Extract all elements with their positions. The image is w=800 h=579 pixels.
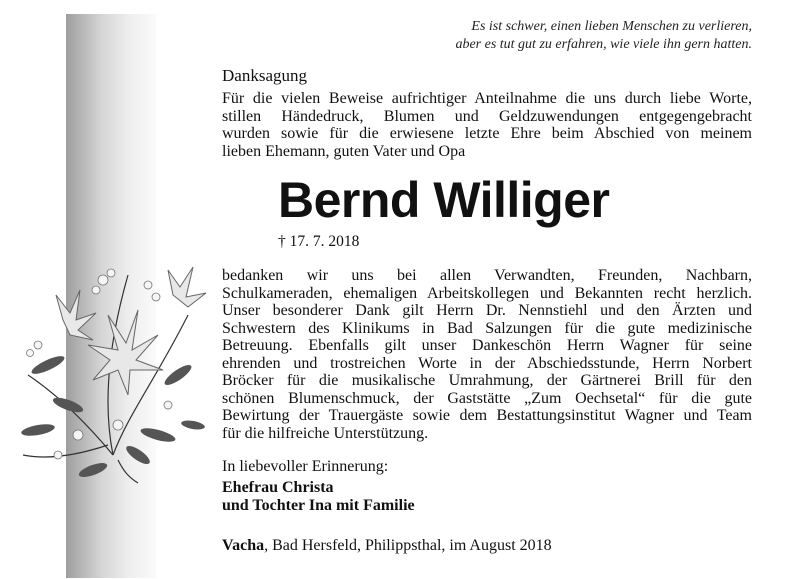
thanks-line: Betreuung. Ebenfalls gilt unser Dankeschön Herrn Wagner für seine	[222, 337, 752, 354]
lily-bouquet-icon	[8, 255, 218, 485]
place-town: Vacha	[222, 537, 265, 554]
place-date-line	[222, 537, 552, 555]
signature-block	[222, 479, 415, 515]
signature-line: und Tochter Ina mit Familie	[222, 497, 415, 514]
intro-line: wurden sowie für die erwiesene letzte Ehre beim Abschied von meinem	[222, 125, 752, 142]
motto-line: aber es tut gut zu erfahren, wie viele ihn gern hatten.	[455, 37, 752, 52]
signature-line: Ehefrau Christa	[222, 479, 334, 496]
thanks-line: für die hilfreiche Unterstützung.	[222, 424, 429, 442]
place-rest: , Bad Hersfeld, Philippsthal, im August 2018	[264, 537, 552, 554]
thanks-line: Schulkameraden, ehemaligen Arbeitskollegen und Bekannten recht herzlich.	[222, 284, 752, 302]
thanks-line: Unser besonderer Dank gilt Herrn Dr. Nennstiehl und den Ärzten und	[222, 302, 752, 319]
intro-line: Für die vielen Beweise aufrichtiger Anteilnahme die uns durch liebe Worte,	[222, 90, 752, 107]
death-date: † 17. 7. 2018	[278, 233, 360, 250]
remembrance-line: In liebevoller Erinnerung:	[222, 458, 389, 475]
thanks-line: Bröcker für die musikalische Umrahmung, der Gärtnerei Brill für den	[222, 372, 752, 389]
thanks-line: Schwestern des Klinikums in Bad Salzungen für die gute medizinische	[222, 319, 752, 337]
motto-line: Es ist schwer, einen lieben Menschen zu verlieren,	[471, 19, 752, 34]
thanks-line: ehrenden und trostreichen Worte in der Abschiedsstunde, Herrn Norbert	[222, 354, 752, 372]
heading: Danksagung	[222, 66, 307, 85]
deceased-name: Bernd Williger	[278, 172, 610, 228]
thanks-line: Bewirtung der Trauergäste sowie dem Bestattungsinstitut Wagner und Team	[222, 407, 752, 424]
intro-line: stillen Händedruck, Blumen und Geldzuwendungen entgegengebracht	[222, 107, 752, 125]
motto-quote	[332, 18, 752, 54]
intro-line: lieben Ehemann, guten Vater und Opa	[222, 142, 466, 160]
thanks-paragraph	[222, 267, 752, 442]
thanks-line: bedanken wir uns bei allen Verwandten, Freunden, Nachbarn,	[222, 267, 752, 284]
intro-paragraph	[222, 90, 752, 160]
thanks-line: schönen Blumenschmuck, der Gaststätte „Zum Oechsetal“ für die gute	[222, 389, 752, 407]
